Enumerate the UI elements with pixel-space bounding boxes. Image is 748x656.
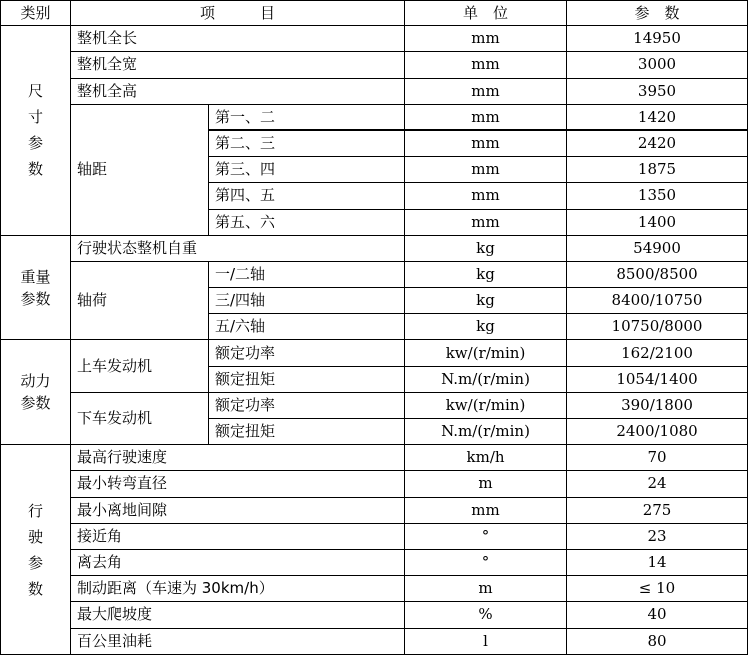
category-weight: 重量 参数 bbox=[1, 235, 71, 340]
unit-cell: mm bbox=[405, 104, 567, 130]
unit-cell: m bbox=[405, 576, 567, 602]
value-cell: 2400/1080 bbox=[567, 419, 748, 445]
table-row bbox=[1, 445, 748, 471]
table-row bbox=[1, 602, 748, 628]
value-cell: 275 bbox=[567, 497, 748, 523]
value-cell: 8400/10750 bbox=[567, 288, 748, 314]
sub-item-label: 第五、六 bbox=[209, 209, 405, 235]
item-label: 离去角 bbox=[71, 549, 405, 575]
header-category: 类别 bbox=[1, 1, 71, 26]
unit-cell: mm bbox=[405, 130, 567, 156]
value-cell: 23 bbox=[567, 523, 748, 549]
unit-cell: kg bbox=[405, 235, 567, 261]
value-cell: 8500/8500 bbox=[567, 261, 748, 287]
item-label: 制动距离（车速为 30km/h） bbox=[71, 576, 405, 602]
value-cell: 70 bbox=[567, 445, 748, 471]
value-cell: ≤ 10 bbox=[567, 576, 748, 602]
sub-item-label: 额定功率 bbox=[209, 340, 405, 366]
lower-engine-label: 下车发动机 bbox=[71, 392, 209, 444]
value-cell: 80 bbox=[567, 628, 748, 655]
item-label: 最大爬坡度 bbox=[71, 602, 405, 628]
table-row bbox=[1, 261, 748, 287]
unit-cell: mm bbox=[405, 78, 567, 104]
category-driving: 行 驶 参 数 bbox=[1, 445, 71, 655]
unit-cell: mm bbox=[405, 183, 567, 209]
table-row bbox=[1, 78, 748, 104]
table-row bbox=[1, 628, 748, 655]
sub-item-label: 三/四轴 bbox=[209, 288, 405, 314]
header-param: 参 数 bbox=[567, 1, 748, 26]
unit-cell: mm bbox=[405, 497, 567, 523]
unit-cell: mm bbox=[405, 26, 567, 52]
value-cell: 1350 bbox=[567, 183, 748, 209]
table-row bbox=[1, 392, 748, 418]
table-row bbox=[1, 576, 748, 602]
axle-load-label: 轴荷 bbox=[71, 261, 209, 340]
value-cell: 54900 bbox=[567, 235, 748, 261]
sub-item-label: 第一、二 bbox=[209, 104, 405, 130]
unit-cell: % bbox=[405, 602, 567, 628]
value-cell: 1400 bbox=[567, 209, 748, 235]
unit-cell: kw/(r/min) bbox=[405, 340, 567, 366]
sub-item-label: 第二、三 bbox=[209, 130, 405, 156]
sub-item-label: 第四、五 bbox=[209, 183, 405, 209]
unit-cell: l bbox=[405, 628, 567, 655]
item-label: 最高行驶速度 bbox=[71, 445, 405, 471]
upper-engine-label: 上车发动机 bbox=[71, 340, 209, 392]
value-cell: 14950 bbox=[567, 26, 748, 52]
table-row bbox=[1, 549, 748, 575]
table-row bbox=[1, 471, 748, 497]
value-cell: 2420 bbox=[567, 130, 748, 156]
unit-cell: ° bbox=[405, 549, 567, 575]
table-row bbox=[1, 235, 748, 261]
item-label: 整机全长 bbox=[71, 26, 405, 52]
category-power: 动力 参数 bbox=[1, 340, 71, 445]
item-label: 接近角 bbox=[71, 523, 405, 549]
table-row bbox=[1, 52, 748, 78]
value-cell: 3000 bbox=[567, 52, 748, 78]
value-cell: 390/1800 bbox=[567, 392, 748, 418]
unit-cell: kw/(r/min) bbox=[405, 392, 567, 418]
item-label: 整机全宽 bbox=[71, 52, 405, 78]
table-row bbox=[1, 523, 748, 549]
value-cell: 40 bbox=[567, 602, 748, 628]
unit-cell: mm bbox=[405, 52, 567, 78]
table-row bbox=[1, 104, 748, 130]
category-size: 尺 寸 参 数 bbox=[1, 26, 71, 236]
table-row bbox=[1, 340, 748, 366]
table-row bbox=[1, 497, 748, 523]
item-label: 百公里油耗 bbox=[71, 628, 405, 655]
sub-item-label: 额定扭矩 bbox=[209, 419, 405, 445]
unit-cell: N.m/(r/min) bbox=[405, 366, 567, 392]
item-label: 行驶状态整机自重 bbox=[71, 235, 405, 261]
unit-cell: N.m/(r/min) bbox=[405, 419, 567, 445]
item-label: 整机全高 bbox=[71, 78, 405, 104]
value-cell: 24 bbox=[567, 471, 748, 497]
unit-cell: kg bbox=[405, 288, 567, 314]
header-row bbox=[1, 1, 748, 26]
value-cell: 10750/8000 bbox=[567, 314, 748, 340]
value-cell: 1420 bbox=[567, 104, 748, 130]
unit-cell: m bbox=[405, 471, 567, 497]
value-cell: 3950 bbox=[567, 78, 748, 104]
value-cell: 162/2100 bbox=[567, 340, 748, 366]
unit-cell: kg bbox=[405, 261, 567, 287]
value-cell: 1875 bbox=[567, 157, 748, 183]
item-label: 最小转弯直径 bbox=[71, 471, 405, 497]
item-label: 最小离地间隙 bbox=[71, 497, 405, 523]
header-item: 项 目 bbox=[71, 1, 405, 26]
value-cell: 1054/1400 bbox=[567, 366, 748, 392]
table-row bbox=[1, 26, 748, 52]
sub-item-label: 额定扭矩 bbox=[209, 366, 405, 392]
unit-cell: kg bbox=[405, 314, 567, 340]
unit-cell: ° bbox=[405, 523, 567, 549]
wheelbase-label: 轴距 bbox=[71, 104, 209, 235]
unit-cell: km/h bbox=[405, 445, 567, 471]
sub-item-label: 额定功率 bbox=[209, 392, 405, 418]
sub-item-label: 五/六轴 bbox=[209, 314, 405, 340]
header-unit: 单 位 bbox=[405, 1, 567, 26]
sub-item-label: 第三、四 bbox=[209, 157, 405, 183]
value-cell: 14 bbox=[567, 549, 748, 575]
sub-item-label: 一/二轴 bbox=[209, 261, 405, 287]
unit-cell: mm bbox=[405, 209, 567, 235]
unit-cell: mm bbox=[405, 157, 567, 183]
